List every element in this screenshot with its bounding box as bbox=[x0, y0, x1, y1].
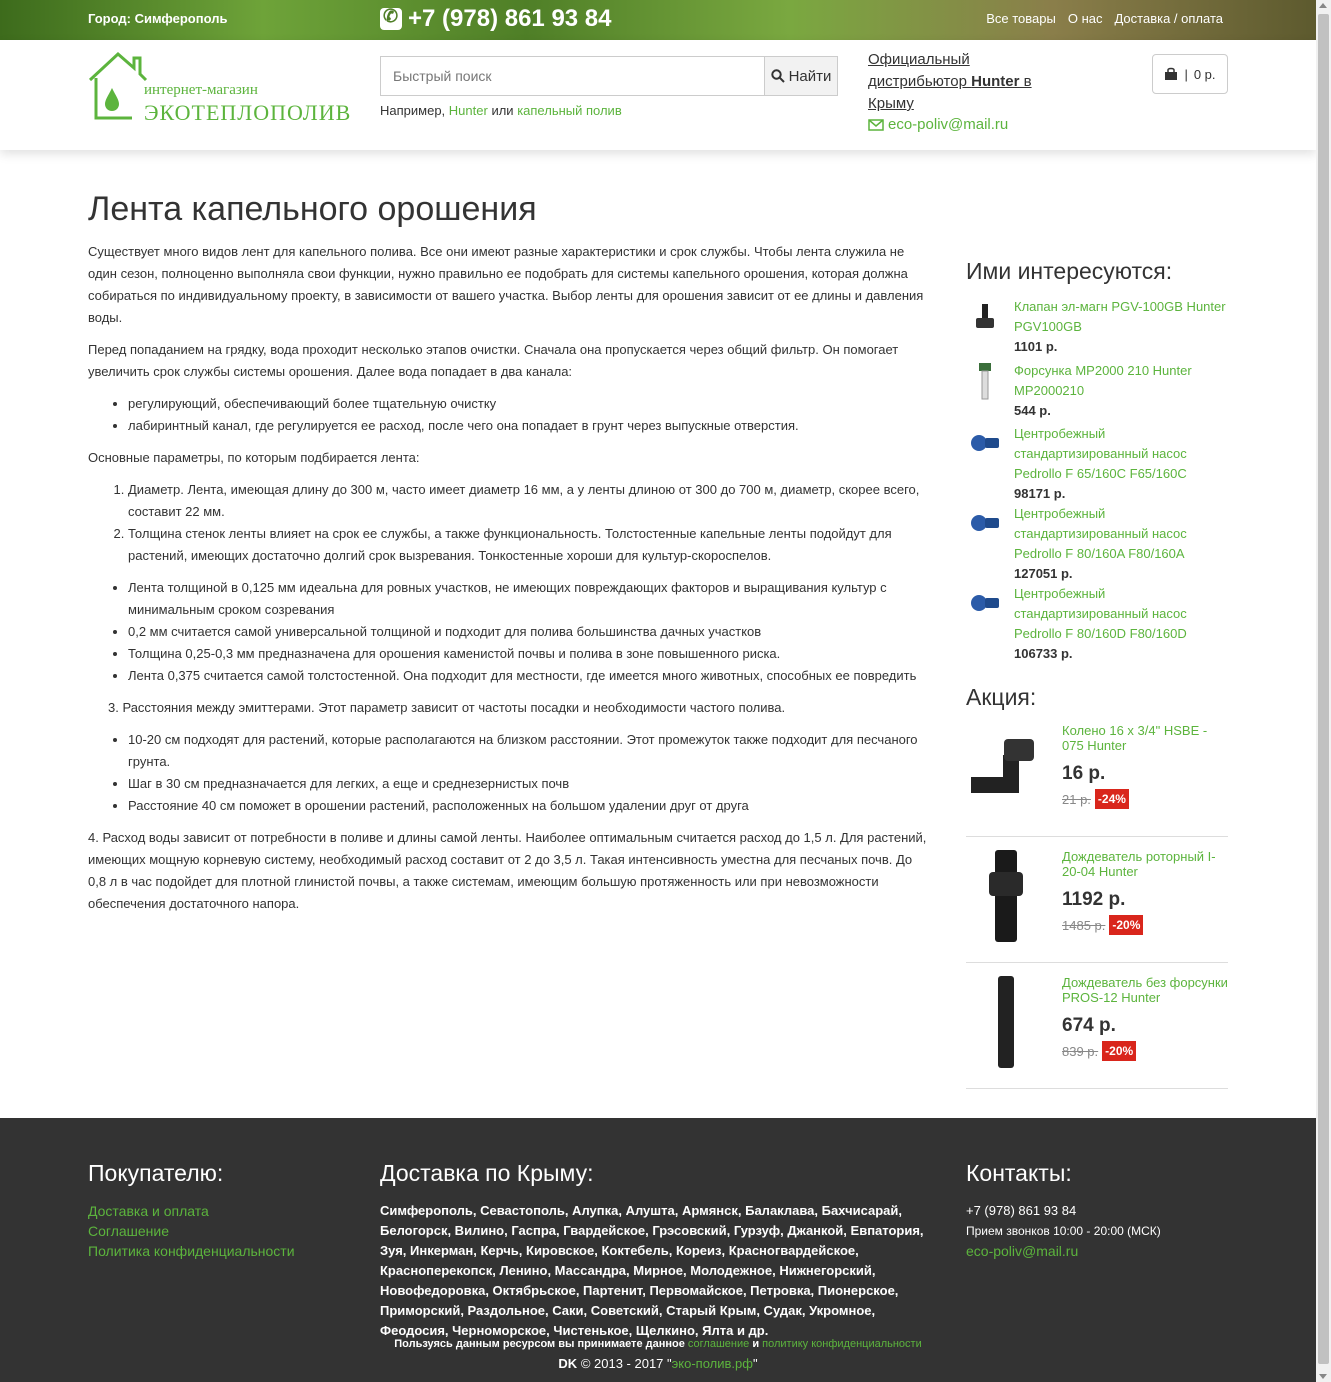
related-item-name[interactable]: Клапан эл-магн PGV-100GB Hunter PGV100GB bbox=[1014, 299, 1226, 334]
list-item: • лабиринтный канал, где регулируется ее расход, после чего она попадает в грунт через выпускные отверстия. bbox=[128, 415, 930, 437]
promo-old-price: 839 р. bbox=[1062, 1043, 1099, 1059]
nozzle-icon bbox=[966, 361, 1004, 401]
list-item: • Лента толщиной в 0,125 мм идеальна для ровных участков, не имеющих повреждающих факторов и выращивания культур с минимальным сроком созревания bbox=[128, 577, 930, 621]
search-hint bbox=[380, 103, 622, 118]
related-item-price: 106733 р. bbox=[1014, 646, 1073, 661]
promo-item[interactable] bbox=[966, 711, 1228, 837]
cart-total: 0 р. bbox=[1193, 66, 1216, 82]
shopping-bag-icon bbox=[1164, 67, 1178, 81]
related-item[interactable] bbox=[966, 584, 1228, 664]
header-email[interactable] bbox=[868, 116, 1008, 133]
nav-about[interactable]: О нас bbox=[1067, 11, 1103, 26]
search-input[interactable] bbox=[380, 56, 764, 96]
page-title: Лента капельного орошения bbox=[88, 190, 537, 228]
nav-all-products[interactable]: Все товары bbox=[986, 11, 1056, 26]
footer-note-agreement-link[interactable]: соглашение bbox=[687, 1338, 750, 1350]
header-email-text: eco-poliv@mail.ru bbox=[888, 116, 1009, 133]
pump-icon bbox=[966, 584, 1004, 624]
related-item-name[interactable]: Центробежный стандартизированный насос Pedrollo F 80/160D F80/160D bbox=[1014, 586, 1187, 641]
list-item: • Шаг в 30 см предназначается для легких, а еще и среднезернистых почв bbox=[128, 773, 930, 795]
footer-delivery-column bbox=[380, 1160, 940, 1341]
site-header bbox=[0, 40, 1316, 150]
house-drop-icon bbox=[88, 50, 148, 120]
valve-icon bbox=[966, 297, 1004, 337]
related-item-name[interactable]: Форсунка MP2000 210 Hunter MP2000210 bbox=[1014, 363, 1192, 398]
article-paragraph: Существует много видов лент для капельного полива. Все они имеют разные характеристики и срок службы. Чтобы лента служила не один сезон, полноценно выполняла свои функции, нужно правильно ее подобрать для системы капельного орошения, которая должна собираться по индивидуальному проекту, в зависимости от вашего участка. Выбор ленты для орошения зависит от ее длины и давления воды. bbox=[88, 244, 924, 325]
related-item[interactable] bbox=[966, 361, 1228, 421]
copyright-text: © 2013 - 2017 " bbox=[580, 1356, 672, 1371]
delivery-cities: Симферополь, Севастополь, Алупка, Алушта, Армянск, Балаклава, Бахчисарай, Белогорск, Вилино, Гаспра, Гвардейское, Грэсовский, Гурзуф, Джанкой, Евпатория, Зуя, Инкерман, Керчь, Кировское, Коктебель, Кореиз, Красногвардейское, Красноперекопск, Ленино, Массандра, Мирное, Молодежное, Нижнегорский, Новофедоровка, Октябрьское, Партенит, Первомайское, Петровка, Пионерское, Приморский, Раздольное, Саки, Советский, Старый Крым, Судак, Укромное, Феодосия, Черноморское, Чистенькое, Щелкино, Ялта и др. bbox=[380, 1203, 924, 1338]
distributor-brand: Hunter bbox=[971, 73, 1020, 90]
search-bar bbox=[380, 56, 838, 96]
hint-link-drip[interactable]: капельный полив bbox=[517, 103, 622, 118]
scroll-up-arrow-icon[interactable] bbox=[1319, 3, 1327, 8]
footer-note-privacy-link[interactable]: политику конфиденциальности bbox=[762, 1338, 922, 1350]
promo-title: Акция: bbox=[966, 684, 1037, 710]
pump-icon bbox=[966, 504, 1004, 544]
footer-link-delivery[interactable]: Доставка и оплата bbox=[88, 1203, 209, 1219]
distributor-text: Официальный дистрибьютор bbox=[868, 51, 972, 90]
related-item-price: 98171 р. bbox=[1014, 486, 1066, 501]
footer-contacts-title: Контакты: bbox=[966, 1160, 1072, 1186]
footer-note bbox=[0, 1338, 1316, 1350]
article bbox=[88, 190, 930, 925]
promo-price: 674 р. bbox=[1062, 1015, 1116, 1036]
related-item-price: 1101 р. bbox=[1014, 339, 1058, 354]
article-paragraph: Основные параметры, по которым подбирается лента: bbox=[88, 450, 420, 465]
dk-logo[interactable]: DK bbox=[558, 1356, 578, 1371]
promo-old-price: 21 р. bbox=[1062, 791, 1091, 807]
promo-price: 16 р. bbox=[1062, 763, 1106, 784]
rotor-sprinkler-image bbox=[966, 849, 1046, 943]
list-item: 2. Толщина стенок ленты влияет на срок ее службы, а также функциональность. Толстостенные капельные ленты подойдут для растений, имеющих достаточно долгий срок вызревания. Тонкостенные хороши для культур-скороспелов. bbox=[128, 523, 930, 567]
footer-hours: Прием звонков 10:00 - 20:00 (МСК) bbox=[966, 1224, 1161, 1238]
logo-subtitle: интернет-магазин bbox=[144, 82, 258, 98]
nav-delivery[interactable]: Доставка / оплата bbox=[1114, 11, 1223, 26]
promo-item[interactable] bbox=[966, 963, 1228, 1089]
spacing-list bbox=[128, 729, 930, 817]
phone-icon bbox=[380, 8, 402, 30]
top-banner bbox=[0, 0, 1316, 40]
sidebar bbox=[966, 258, 1228, 1089]
related-item[interactable] bbox=[966, 504, 1228, 584]
scrollbar-thumb[interactable] bbox=[1318, 14, 1329, 1364]
copyright bbox=[0, 1356, 1316, 1371]
cart-divider: | bbox=[1184, 66, 1188, 82]
footer-note-text: Пользуясь данным ресурсом вы принимаете данное bbox=[394, 1338, 685, 1350]
distributor-region: в Крыму bbox=[868, 73, 1032, 112]
hint-link-hunter[interactable]: Hunter bbox=[448, 103, 488, 118]
related-item-name[interactable]: Центробежный стандартизированный насос Pedrollo F 65/160C F65/160C bbox=[1014, 426, 1187, 481]
site-link[interactable]: эко-полив.рф bbox=[671, 1356, 753, 1371]
logo-title: ЭКОТЕПЛОПОЛИВ bbox=[144, 100, 352, 125]
article-paragraph: Перед попаданием на грядку, вода проходит несколько этапов очистки. Сначала она пропускается через общий фильтр. Он помогает увеличить срок службы системы орошения. Далее вода попадает в два канала: bbox=[88, 342, 899, 379]
top-phone[interactable] bbox=[380, 5, 612, 33]
hint-prefix: Например, bbox=[380, 103, 446, 118]
article-paragraph: 4. Расход воды зависит от потребности в поливе и длины самой ленты. Наиболее оптимальным считается расход до 1,5 л. Для растений, имеющих мощную корневую систему, необходимый расход составит от 2 до 3,5 л. Такая интенсивность уместна для песчаных почв. До 0,8 л в час подойдет для плотной глинистой почвы, а также системам, имеющим большую протяженность или при невозможности обеспечения достаточного напора. bbox=[88, 830, 927, 911]
scroll-down-arrow-icon[interactable] bbox=[1319, 1374, 1327, 1379]
parameters-list bbox=[128, 479, 930, 567]
related-item[interactable] bbox=[966, 297, 1228, 357]
phone-number[interactable]: +7 (978) 861 93 84 bbox=[408, 5, 612, 32]
spray-body-image bbox=[966, 975, 1046, 1069]
list-item: • 0,2 мм считается самой универсальной толщиной и подходит для полива большинства дачных участков bbox=[128, 621, 930, 643]
footer-link-privacy[interactable]: Политика конфиденциальности bbox=[88, 1243, 295, 1259]
elbow-fitting-image bbox=[966, 723, 1046, 817]
related-item-price: 127051 р. bbox=[1014, 566, 1073, 581]
related-title: Ими интересуются: bbox=[966, 258, 1173, 284]
logo[interactable] bbox=[88, 50, 352, 125]
list-item: • регулирующий, обеспечивающий более тщательную очистку bbox=[128, 393, 930, 415]
city-label: Город: bbox=[88, 11, 131, 26]
list-item: • Толщина 0,25-0,3 мм предназначена для орошения каменистой почвы и полива в зоне повышенного риска. bbox=[128, 643, 930, 665]
promo-item-name[interactable]: Дождеватель роторный I-20-04 Hunter bbox=[1062, 849, 1216, 879]
thickness-list bbox=[128, 577, 930, 687]
copyright-end: " bbox=[752, 1356, 758, 1371]
city-value[interactable]: Симферополь bbox=[134, 11, 228, 26]
promo-price: 1192 р. bbox=[1062, 889, 1126, 910]
related-item-price: 544 р. bbox=[1014, 403, 1051, 418]
promo-item[interactable] bbox=[966, 837, 1228, 963]
promo-item-name[interactable]: Дождеватель без форсунки PROS-12 Hunter bbox=[1062, 975, 1228, 1005]
footer-delivery-title: Доставка по Крыму: bbox=[380, 1160, 594, 1186]
discount-badge: -24% bbox=[1095, 789, 1129, 809]
hint-or: или bbox=[491, 103, 514, 118]
list-item: • Расстояние 40 см поможет в орошении растений, расположенных на большом удалении друг от друга bbox=[128, 795, 930, 817]
article-paragraph: 3. Расстояния между эмиттерами. Этот параметр зависит от частоты посадки и необходимости частого полива. bbox=[108, 700, 786, 715]
footer-phone[interactable]: +7 (978) 861 93 84 bbox=[966, 1203, 1077, 1218]
footer-buyer-title: Покупателю: bbox=[88, 1160, 224, 1186]
footer-buyer-column bbox=[88, 1160, 295, 1261]
page-scrollbar[interactable] bbox=[1316, 0, 1331, 1382]
list-item: • Лента 0,375 считается самой толстостенной. Она подходит для местности, где имеется много животных, способных ее повредить bbox=[128, 665, 930, 687]
top-nav bbox=[986, 11, 1223, 26]
search-icon bbox=[771, 69, 785, 83]
list-item: • 10-20 см подходят для растений, которые располагаются на близком расстоянии. Этот промежуток также подходит для песчаного грунта. bbox=[128, 729, 930, 773]
discount-badge: -20% bbox=[1109, 915, 1143, 935]
pump-icon bbox=[966, 424, 1004, 464]
related-item-name[interactable]: Центробежный стандартизированный насос Pedrollo F 80/160A F80/160A bbox=[1014, 506, 1187, 561]
promo-item-name[interactable]: Колено 16 x 3/4" HSBE - 075 Hunter bbox=[1062, 723, 1208, 753]
footer-contacts-column bbox=[966, 1160, 1161, 1261]
footer-link-agreement[interactable]: Соглашение bbox=[88, 1223, 170, 1239]
search-button[interactable] bbox=[764, 56, 838, 96]
cleaning-list bbox=[128, 393, 930, 437]
search-button-label: Найти bbox=[788, 67, 832, 85]
list-item: 1. Диаметр. Лента, имеющая длину до 300 м, часто имеет диаметр 16 мм, а у ленты длиною от 300 до 700 м, диаметр, скорее всего, составит 22 мм. bbox=[128, 479, 930, 523]
related-item[interactable] bbox=[966, 424, 1228, 504]
distributor-link[interactable] bbox=[868, 49, 1038, 115]
envelope-icon bbox=[868, 119, 884, 131]
cart-button[interactable] bbox=[1152, 54, 1228, 94]
city-selector[interactable] bbox=[88, 11, 227, 26]
discount-badge: -20% bbox=[1102, 1041, 1136, 1061]
promo-old-price: 1485 р. bbox=[1062, 917, 1106, 933]
site-footer bbox=[0, 1118, 1316, 1382]
footer-note-and: и bbox=[752, 1338, 760, 1350]
footer-email[interactable]: eco-poliv@mail.ru bbox=[966, 1243, 1079, 1259]
